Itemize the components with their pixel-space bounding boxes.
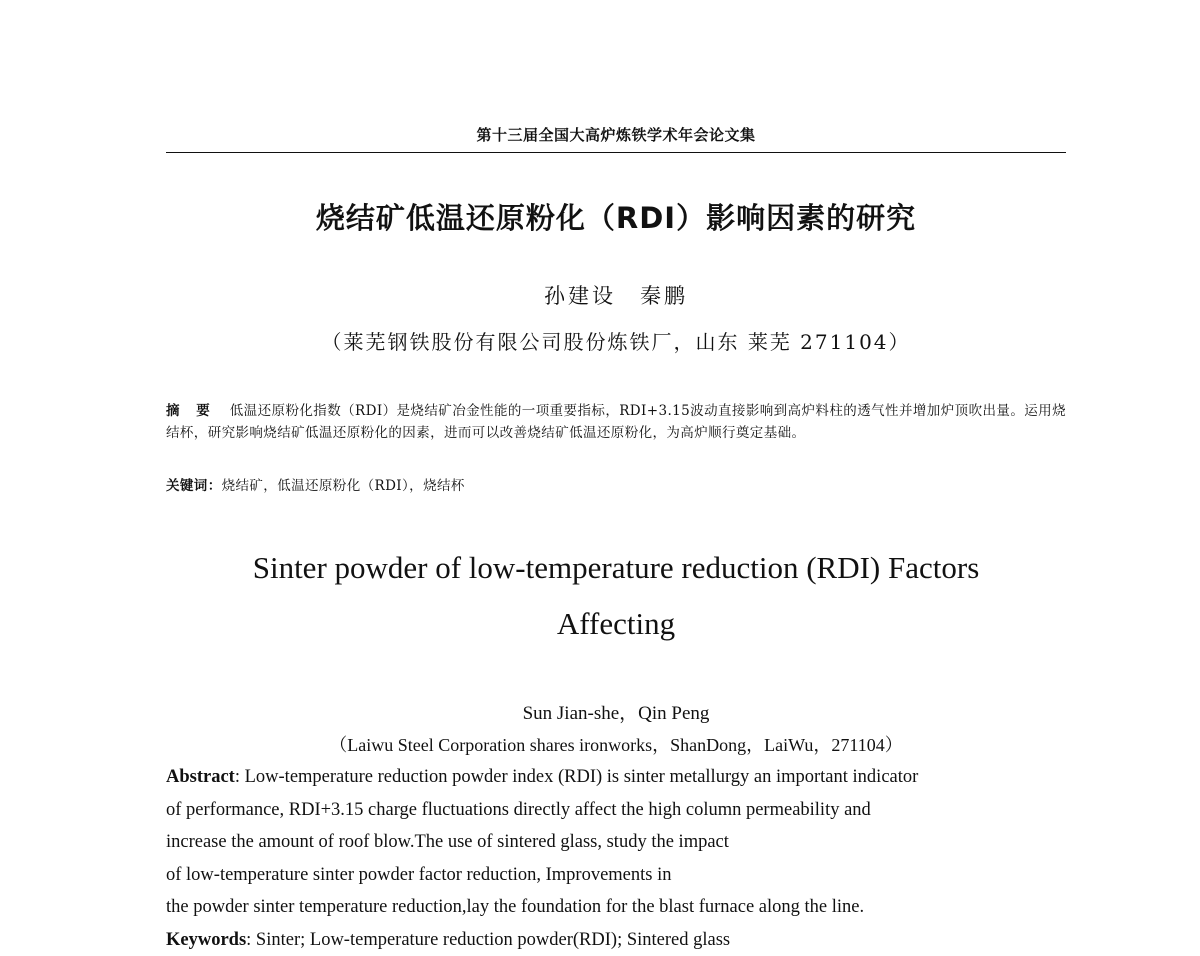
chinese-keywords-label: 关键词：	[166, 478, 222, 494]
chinese-abstract-text: 低温还原粉化指数（RDI）是烧结矿冶金性能的一项重要指标，RDI+3.15波动直接影响到高炉料柱的透气性并增加炉顶吹出量。运用烧结杯，研究影响烧结矿低温还原粉化的因素，进而可以改善烧结矿低温还原粉化，为高炉顺行奠定基础。	[166, 403, 1066, 441]
english-abstract-line	[166, 761, 1066, 794]
english-abstract-text: : Low-temperature reduction powder index (RDI) is sinter metallurgy an important indicator	[235, 767, 918, 787]
chinese-affiliation: （莱芜钢铁股份有限公司股份炼铁厂，山东 莱芜 271104）	[166, 326, 1066, 355]
chinese-keywords-text: 烧结矿，低温还原粉化（RDI），烧结杯	[222, 478, 465, 494]
english-abstract-label: Abstract	[166, 767, 235, 787]
english-abstract	[166, 761, 1066, 956]
chinese-abstract	[166, 400, 1066, 444]
chinese-title: 烧结矿低温还原粉化（RDI）影响因素的研究	[166, 196, 1066, 237]
english-keywords-text: : Sinter; Low-temperature reduction powder(RDI); Sintered glass	[246, 930, 730, 950]
english-abstract-line: of performance, RDI+3.15 charge fluctuations directly affect the high column permeability and	[166, 794, 1066, 827]
english-title-line-2: Affecting	[166, 596, 1066, 652]
english-affiliation: （Laiwu Steel Corporation shares ironworks，ShanDong，LaiWu，271104）	[166, 731, 1066, 757]
english-abstract-line: increase the amount of roof blow.The use of sintered glass, study the impact	[166, 826, 1066, 859]
english-authors: Sun Jian-she，Qin Peng	[166, 698, 1066, 725]
english-title-line-1: Sinter powder of low-temperature reduction (RDI) Factors	[166, 540, 1066, 596]
running-header: 第十三届全国大高炉炼铁学术年会论文集	[166, 124, 1066, 145]
english-keywords	[166, 924, 1066, 956]
english-abstract-line: the powder sinter temperature reduction,lay the foundation for the blast furnace along the line.	[166, 891, 1066, 924]
english-keywords-label: Keywords	[166, 930, 246, 950]
chinese-keywords	[166, 476, 1066, 496]
chinese-authors: 孙建设 秦鹏	[166, 280, 1066, 310]
english-abstract-line: of low-temperature sinter powder factor reduction, Improvements in	[166, 859, 1066, 892]
english-title	[166, 540, 1066, 652]
header-rule	[166, 152, 1066, 153]
chinese-abstract-label: 摘 要	[166, 403, 216, 419]
